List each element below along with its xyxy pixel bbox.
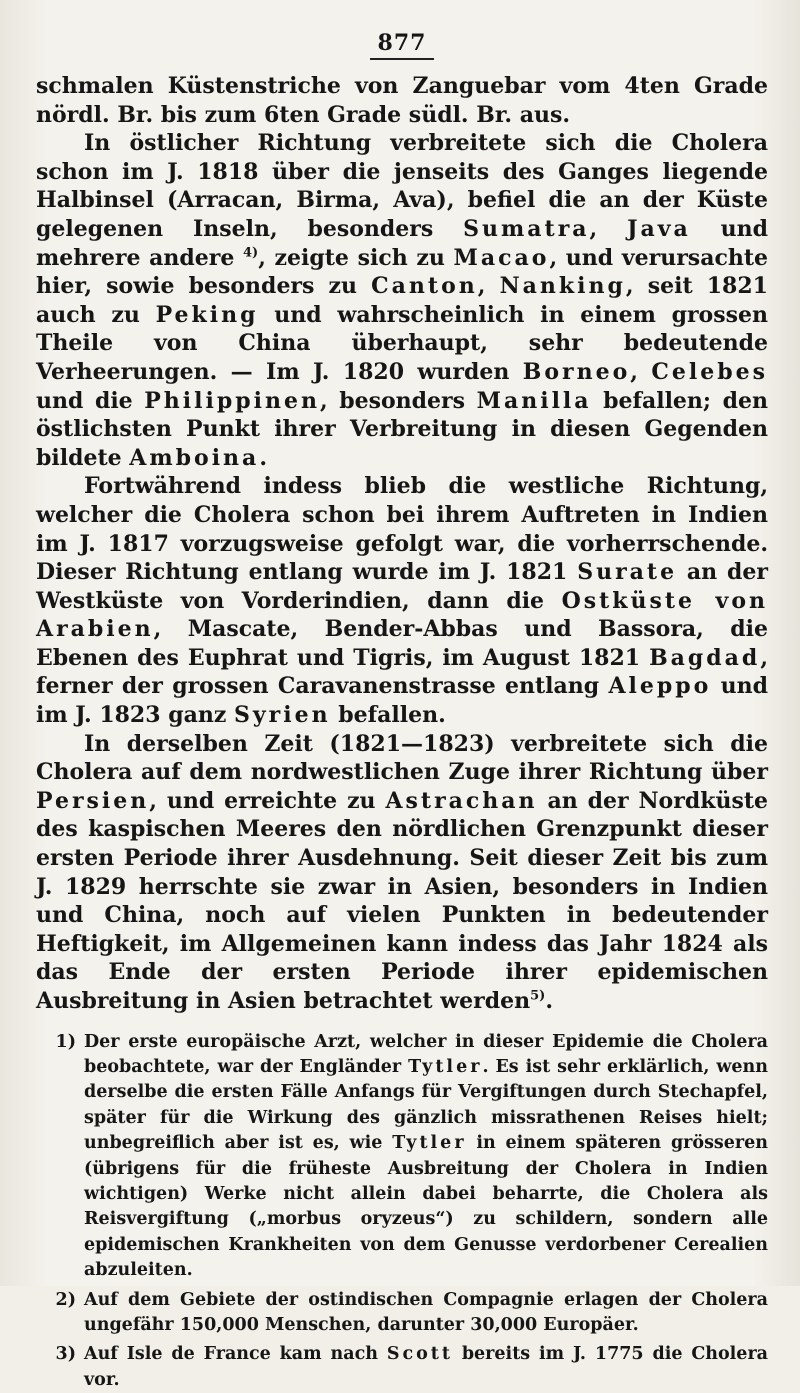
footnotes [36, 1030, 768, 1393]
spaced-term: Borneo [522, 358, 631, 385]
footnote-number: 3) [55, 1344, 76, 1365]
text-run: , ferner der grossen Caravanenstrasse entlang [36, 644, 768, 700]
text-run: , [630, 358, 652, 385]
footnote [36, 1342, 768, 1393]
footnote-number: 2) [55, 1289, 76, 1310]
text-run: Der erste europäische Arzt, welcher in dieser Epidemie die Cholera beobachtete, war der Engländer [84, 1031, 768, 1077]
footnote-ref: 5) [530, 988, 546, 1004]
text-run: bereits im J. 1775 die Cholera vor. [84, 1344, 769, 1390]
spaced-term: Persien [36, 787, 150, 814]
text-run: In östlicher Richtung verbreitete sich die Cholera schon im J. 1818 über die jenseits des Ganges liegende Halbinsel (Arracan, Birma, Ava), befiel die an der Küste gelegenen Inseln, besonders [36, 130, 768, 242]
paragraph [36, 72, 768, 129]
text-run: . Es ist sehr erklärlich, wenn derselbe die ersten Fälle Anfangs für Vergiftungen durch Stechapfel, später für die Wirkung des gänzlich missrathenen Reises hielt; unbegreiflich aber ist es, wie [84, 1057, 768, 1154]
spaced-term: Celebes [651, 358, 768, 385]
spaced-term: Tytler [408, 1057, 483, 1077]
text-run: , zeigte sich zu [258, 244, 454, 271]
spaced-term: Tytler [392, 1133, 467, 1154]
text-run: in einem späteren grösseren (übrigens für die früheste Ausbreitung der Cholera in Indien wichtigen) Werke nicht allein dabei beharrte, die Cholera als Reisvergiftung („morbus oryzeus“) zu schildern, sondern alle epidemischen Krankheiten von dem Genusse verdorbener Cerealien abzuleiten. [84, 1133, 768, 1281]
spaced-term: Sumatra [463, 215, 590, 242]
text-run: , Mascate, Bender-Abbas und Bassora, die Ebenen des Euphrat und Tigris, im August 1821 [36, 616, 768, 671]
paragraph [36, 129, 768, 472]
text-run: Fortwährend indess blieb die westliche Richtung, welcher die Cholera schon bei ihrem Auftreten in Indien im J. 1817 vorzugsweise gefolgt war, die vorherrschende. Dieser Richtung entlang wurde im J. 1821 [36, 473, 768, 586]
text-run: befallen. [330, 702, 446, 729]
text-run: , seit 1821 auch zu [36, 273, 768, 328]
spaced-term: Bagdad [649, 644, 761, 671]
footnote-ref: 4) [243, 245, 259, 261]
spaced-term: Philippinen [144, 387, 320, 414]
spaced-term: Surate [577, 559, 678, 586]
text-run: , und erreichte zu [149, 787, 386, 814]
text-run: , [477, 273, 500, 300]
footnote-text [84, 1030, 768, 1284]
spaced-term: Peking [155, 301, 259, 328]
text-run: Auf dem Gebiete der ostindischen Compagnie erlagen der Cholera ungefähr 150,000 Menschen, darunter 30,000 Europäer. [84, 1289, 768, 1336]
text-run: und mehrere andere [36, 215, 768, 271]
page-number-text: 877 [370, 30, 435, 60]
spaced-term: Syrien [234, 702, 331, 729]
footnote-text [84, 1288, 768, 1339]
footnote-text [84, 1342, 768, 1393]
paragraph [36, 730, 768, 1016]
text-run: , besonders [320, 387, 477, 414]
text-run: schmalen Küstenstriche von Zanguebar vom 4ten Grade nördl. Br. bis zum 6ten Grade südl. Br. aus. [36, 73, 768, 128]
text-run: In derselben Zeit (1821—1823) verbreitete sich die Cholera auf dem nordwestlichen Zuge ihrer Richtung über [36, 730, 768, 786]
main-text [36, 72, 768, 1016]
spaced-term: Manilla [476, 387, 592, 414]
text-run: . [259, 444, 267, 471]
page-number [36, 30, 768, 60]
spaced-term: Amboina [129, 444, 260, 471]
footnote [36, 1288, 768, 1339]
text-run: . [545, 988, 553, 1014]
spaced-term: Aleppo [608, 673, 712, 700]
text-run: , [589, 215, 628, 242]
text-run: und wahrscheinlich in einem grossen Theile von China überhaupt, sehr bedeutende Verheerungen. — Im J. 1820 wurden [36, 301, 768, 385]
text-run: Auf Isle de France kam nach [84, 1344, 387, 1365]
spaced-term: Macao [453, 244, 550, 271]
spaced-term: Astrachan [385, 787, 538, 814]
spaced-term: Canton [371, 273, 478, 300]
text-run: und im J. 1823 ganz [36, 673, 768, 729]
text-run: , und verursachte hier, sowie besonders zu [36, 244, 768, 300]
text-run: an der Westküste von Vorderindien, dann die [36, 559, 768, 614]
footnote-number: 1) [55, 1031, 76, 1052]
text-run: befallen; den östlichsten Punkt ihrer Verbreitung in diesen Gegenden bildete [36, 387, 768, 471]
paragraph [36, 472, 768, 729]
text-run: an der Nordküste des kaspischen Meeres den nördlichen Grenzpunkt dieser ersten Periode ihrer Ausdehnung. Seit dieser Zeit bis zum J. 1829 herrschte sie zwar in Asien, besonders in Indien und China, noch auf vielen Punkten in bedeutender Heftigkeit, im Allgemeinen kann indess das Jahr 1824 als das Ende der ersten Periode ihrer epidemischen Ausbreitung in Asien betrachtet werden [36, 787, 768, 1014]
spaced-term: Java [627, 215, 691, 242]
spaced-term: Scott [386, 1344, 453, 1365]
footnote [36, 1030, 768, 1284]
spaced-term: Ostküste von Arabien [36, 587, 769, 643]
text-run: und die [36, 387, 145, 414]
spaced-term: Nanking [499, 273, 626, 300]
